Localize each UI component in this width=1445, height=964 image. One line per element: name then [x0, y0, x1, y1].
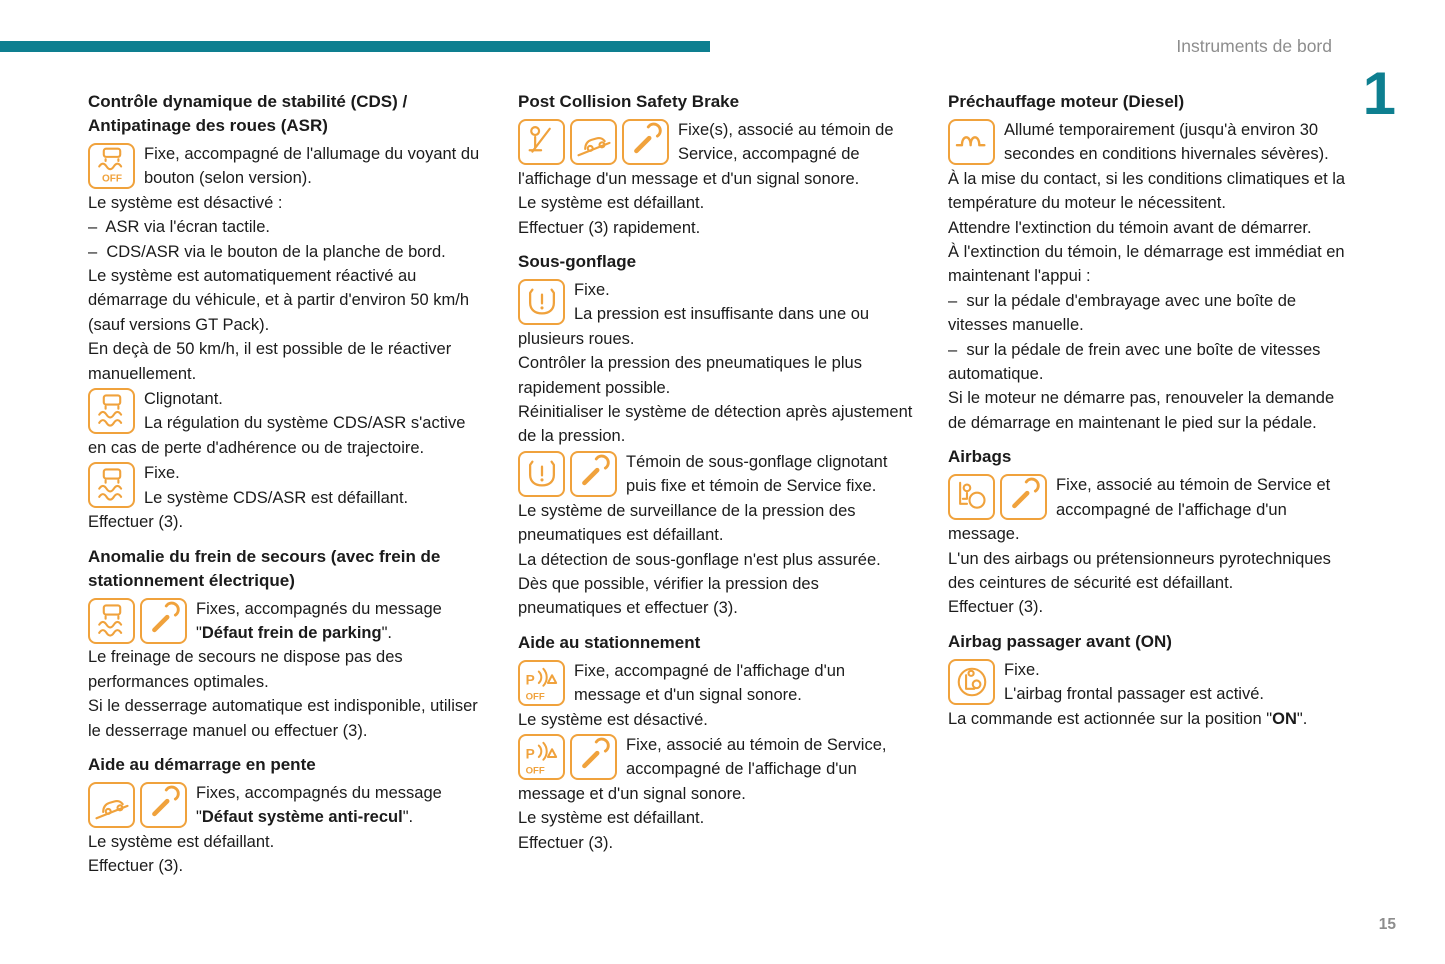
section-heading: Airbags — [948, 447, 1012, 467]
body-text-line: Si le desserrage automatique est indisponible, utiliser le desserrage manuel ou effectuer (3). — [88, 697, 478, 740]
seatbelt-icon — [518, 119, 565, 165]
section-heading: Airbag passager avant (ON) — [948, 631, 1172, 651]
body-text-line: Effectuer (3). — [88, 857, 184, 876]
section-heading: Aide au démarrage en pente — [88, 754, 316, 774]
parking-off-icon — [518, 734, 565, 780]
column-3 — [948, 88, 1346, 880]
warning-block — [88, 142, 486, 386]
body-text-line: À la mise du contact, si les conditions climatiques et la température du moteur le nécessitent. — [948, 169, 1346, 213]
body-text-line: Attendre l'extinction du témoin avant de démarrer. — [948, 218, 1312, 237]
body-text-line: Le système est désactivé. — [518, 710, 708, 729]
hill-icon — [570, 119, 617, 165]
body-text-line: Fixe. — [1004, 660, 1040, 679]
body-text-line: Effectuer (3). — [88, 513, 184, 532]
warning-icon-group — [518, 279, 565, 325]
warning-icon-group — [948, 659, 995, 705]
body-text-line: Fixe, associé au témoin de Service et accompagné de l'affichage d'un message. — [948, 476, 1331, 544]
body-text-line: La pression est insuffisante dans une ou plusieurs roues. — [518, 305, 870, 348]
body-text-line: Fixes, accompagnés du message "Défaut système anti-recul". — [196, 783, 442, 827]
body-text-line: La régulation du système CDS/ASR s'active en cas de perte d'adhérence ou de trajectoire. — [88, 414, 466, 457]
body-text-line: Réinitialiser le système de détection après ajustement de la pression. — [518, 403, 913, 446]
section-heading: Sous-gonflage — [518, 252, 637, 272]
body-text-line: Fixe, accompagné de l'allumage du voyant du bouton (selon version). — [144, 145, 480, 188]
parking-off-icon — [518, 660, 565, 706]
svg-text:P: P — [525, 672, 535, 688]
wrench-icon — [622, 119, 669, 165]
warning-block — [88, 597, 486, 743]
body-text-line: La détection de sous-gonflage n'est plus assurée. — [518, 550, 881, 569]
section-heading: Contrôle dynamique de stabilité (CDS) / Antipatinage des roues (ASR) — [88, 92, 408, 135]
esc-icon — [88, 388, 135, 434]
page-number: 15 — [1378, 916, 1396, 933]
warning-icon-group — [518, 451, 617, 497]
warning-block — [948, 118, 1346, 435]
section-heading: Anomalie du frein de secours (avec frein de stationnement électrique) — [88, 546, 441, 590]
body-text-line: Fixe, accompagné de l'affichage d'un message et d'un signal sonore. — [574, 661, 846, 705]
warning-block — [948, 473, 1346, 619]
body-text-line: Le système est désactivé : — [88, 193, 283, 212]
warning-block — [88, 461, 486, 534]
body-text-line: Effectuer (3). — [518, 833, 614, 852]
warning-icon-group — [88, 462, 135, 508]
column-2 — [518, 88, 916, 880]
tire-pressure-icon — [518, 451, 565, 497]
body-text-line: Le système est automatiquement réactivé au démarrage du véhicule, et à partir d'environ 50 km/h (sauf versions GT Pack). — [88, 267, 470, 334]
wrench-icon — [140, 598, 187, 644]
svg-text:OFF: OFF — [525, 691, 545, 703]
body-text-line: – CDS/ASR via le bouton de la planche de bord. — [88, 242, 446, 261]
warning-block — [88, 387, 486, 460]
body-text-line: Contrôler la pression des pneumatiques le plus rapidement possible. — [518, 354, 862, 397]
warning-icon-group — [518, 119, 669, 165]
body-text-line: Clignotant. — [144, 390, 223, 409]
body-text-line: – sur la pédale d'embrayage avec une boîte de vitesses manuelle. — [948, 291, 1297, 335]
body-text-line: Fixe, associé au témoin de Service, accompagné de l'affichage d'un message et d'un signal sonore. — [518, 735, 887, 803]
wrench-icon — [570, 451, 617, 497]
svg-text:OFF: OFF — [525, 765, 545, 777]
warning-icon-group — [518, 734, 617, 780]
content-columns — [88, 88, 1346, 880]
body-text-line: En deçà de 50 km/h, il est possible de le réactiver manuellement. — [88, 340, 452, 383]
section-heading: Aide au stationnement — [518, 632, 701, 652]
warning-icon-group — [88, 782, 187, 828]
body-text-line: Fixe. — [144, 464, 180, 483]
body-text-line: Fixe(s), associé au témoin de Service, accompagné de l'affichage d'un message et d'un signal sonore. — [518, 121, 894, 188]
body-text-line: – ASR via l'écran tactile. — [88, 218, 270, 237]
body-text-line: Dès que possible, vérifier la pression des pneumatiques et effectuer (3). — [518, 574, 819, 618]
body-text-line: L'airbag frontal passager est activé. — [1004, 685, 1264, 704]
header-accent-bar — [0, 41, 710, 52]
warning-block — [518, 278, 916, 449]
warning-block — [88, 781, 486, 879]
svg-text:OFF: OFF — [101, 173, 122, 185]
wrench-icon — [570, 734, 617, 780]
chapter-number: 1 — [1362, 60, 1396, 127]
body-text-line: Fixes, accompagnés du message "Défaut frein de parking". — [196, 599, 442, 642]
section-heading: Post Collision Safety Brake — [518, 92, 740, 111]
warning-icon-group — [88, 143, 135, 189]
airbag-icon — [948, 474, 995, 520]
warning-block — [518, 733, 916, 855]
body-text-line: Le système est défaillant. — [518, 809, 705, 828]
body-text-line: Fixe. — [574, 281, 610, 300]
warning-block — [518, 118, 916, 240]
warning-icon-group — [88, 598, 187, 644]
body-text-line: Le système est défaillant. — [518, 194, 705, 213]
column-1 — [88, 88, 486, 880]
warning-icon-group — [518, 660, 565, 706]
body-text-line: Effectuer (3) rapidement. — [518, 218, 701, 237]
svg-text:P: P — [525, 746, 535, 762]
esc-icon — [88, 462, 135, 508]
glow-plug-icon — [948, 119, 995, 165]
body-text-line: Témoin de sous-gonflage clignotant puis fixe et témoin de Service fixe. — [626, 452, 888, 496]
body-text-line: L'un des airbags ou prétensionneurs pyrotechniques des ceintures de sécurité est défaillant. — [948, 549, 1331, 592]
body-text-line: Effectuer (3). — [948, 598, 1044, 617]
airbag-on-icon — [948, 659, 995, 705]
warning-icon-group — [948, 119, 995, 165]
body-text-line: Le système de surveillance de la pression des pneumatiques est défaillant. — [518, 501, 856, 545]
warning-block — [518, 450, 916, 621]
body-text-line: Le système CDS/ASR est défaillant. — [144, 488, 409, 507]
body-text-line: – sur la pédale de frein avec une boîte de vitesses automatique. — [948, 340, 1321, 384]
warning-icon-group — [948, 474, 1047, 520]
esc-off-icon — [88, 143, 135, 189]
wrench-icon — [140, 782, 187, 828]
wrench-icon — [1000, 474, 1047, 520]
body-text-line: Allumé temporairement (jusqu'à environ 30 secondes en conditions hivernales sévères). — [1004, 121, 1329, 164]
page-header-title: Instruments de bord — [1176, 36, 1332, 56]
body-text-line: À l'extinction du témoin, le démarrage est immédiat en maintenant l'appui : — [948, 243, 1345, 286]
warning-block — [948, 658, 1346, 731]
warning-block — [518, 659, 916, 732]
esc-icon — [88, 598, 135, 644]
body-text-line: Le système est défaillant. — [88, 832, 275, 851]
tire-pressure-icon — [518, 279, 565, 325]
hill-icon — [88, 782, 135, 828]
body-text-line: La commande est actionnée sur la position "ON". — [948, 709, 1308, 728]
warning-icon-group — [88, 388, 135, 434]
body-text-line: Si le moteur ne démarre pas, renouveler la demande de démarrage en maintenant le pied sur la pédale. — [948, 389, 1335, 432]
section-heading: Préchauffage moteur (Diesel) — [948, 92, 1185, 111]
body-text-line: Le freinage de secours ne dispose pas des performances optimales. — [88, 648, 403, 691]
